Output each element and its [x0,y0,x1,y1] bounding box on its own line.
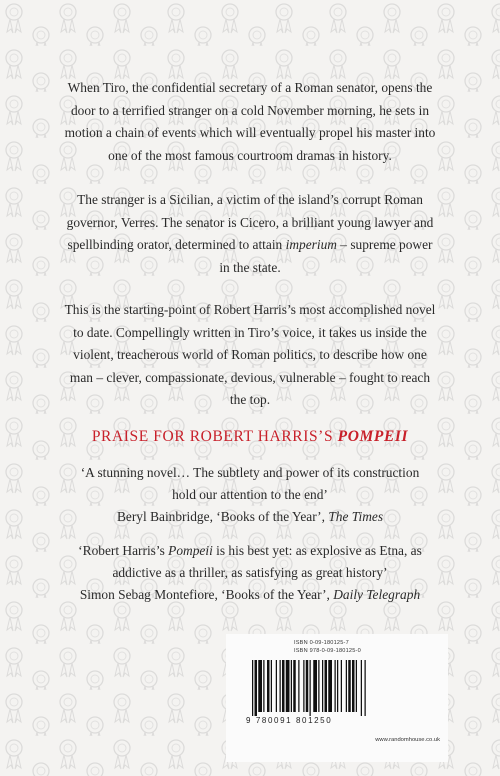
blurb-paragraph-1 [30,77,470,167]
blurb-text: spellbinding orator, determined to attain [67,237,286,252]
praise-heading-title: POMPEII [337,428,409,445]
quote-line: ‘A stunning novel… The subtlety and power of its construction [80,465,420,480]
isbn-10: ISBN 0-09-180125-7 [294,640,349,646]
blurb-line [30,234,470,257]
blurb-line: violent, treacherous world of Roman politics, to describe how one [73,347,427,362]
blurb-line: one of the most famous courtroom dramas in history. [108,147,392,163]
blurb-line: door to a terrified stranger on a cold November morning, he sets in [70,102,430,118]
blurb-line: governor, Verres. The senator is Cicero, a brilliant young lawyer and [66,214,434,230]
quote-text: ‘Robert Harris’s [78,543,169,558]
blurb-line: motion a chain of events which will eventually propel his master into [64,125,436,140]
publisher-website: www.randomhouse.co.uk [375,737,440,743]
quote-text: is his best yet: as explosive as Etna, as [212,543,422,558]
quote-attribution [25,506,475,528]
blurb-line: in the state. [219,259,281,275]
isbn-13: ISBN 978-0-09-180125-0 [294,648,361,654]
blurb-italic-term: imperium [285,237,337,252]
barcode-number: 9 780091 801250 [246,716,333,725]
barcode-panel [226,634,448,762]
review-quote-1 [25,462,475,528]
barcode-icon [250,660,420,716]
blurb-line: man – clever, compassionate, devious, vulnerable – fought to reach [69,369,431,385]
praise-heading [0,428,500,446]
praise-heading-prefix: PRAISE FOR ROBERT HARRIS’S [91,428,338,445]
quote-line: hold our attention to the end’ [172,487,328,502]
attribution-text: Beryl Bainbridge, ‘Books of the Year’, [116,509,329,524]
blurb-line: When Tiro, the confidential secretary of a Roman senator, opens the [67,80,433,95]
attribution-text: Simon Sebag Montefiore, ‘Books of the Year’, [79,587,334,602]
blurb-text: – supreme power [336,237,433,252]
blurb-line: The stranger is a Sicilian, a victim of the island’s corrupt Roman [77,192,423,207]
quote-attribution [25,584,475,606]
quote-italic-title: Pompeii [168,543,213,558]
attribution-source: The Times [328,509,384,524]
quote-line [25,540,475,562]
attribution-source: Daily Telegraph [333,587,421,602]
review-quote-2 [25,540,475,606]
blurb-paragraph-3 [30,299,470,412]
blurb-line: to date. Compellingly written in Tiro’s voice, it takes us inside the [73,324,427,340]
quote-line: addictive as a thriller, as satisfying as great history’ [112,565,388,580]
blurb-line: This is the starting-point of Robert Harris’s most accomplished novel [64,302,436,317]
blurb-line: the top. [229,392,271,407]
blurb-paragraph-2 [30,189,470,279]
